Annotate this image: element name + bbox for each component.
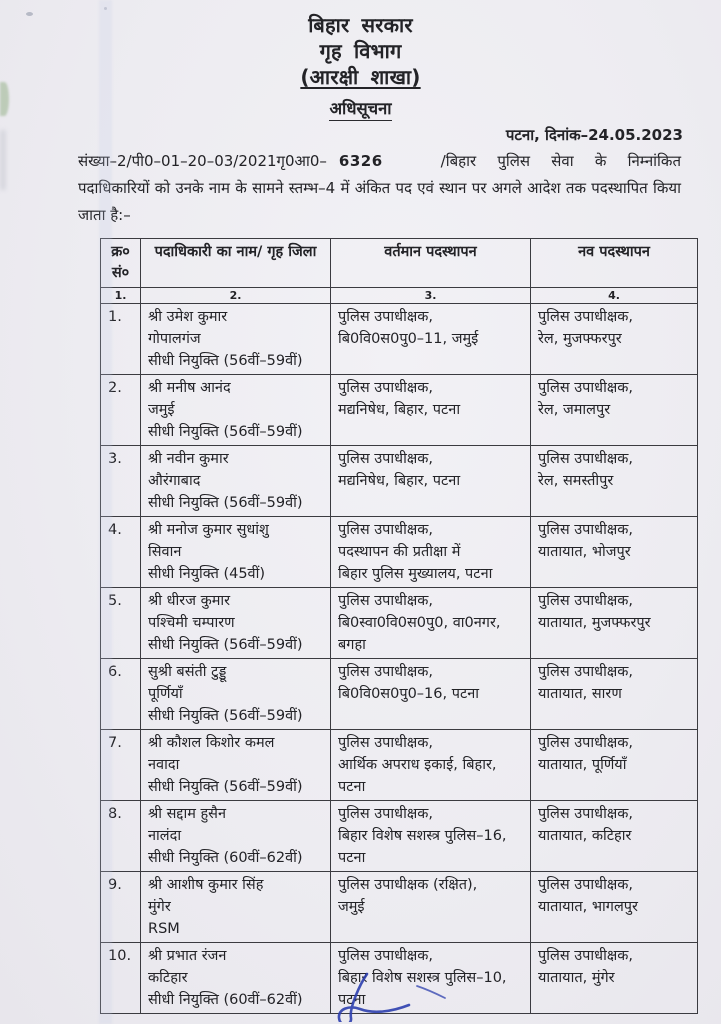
row-current-posting: पुलिस उपाधीक्षक, पदस्थापन की प्रतीक्षा में बिहार पुलिस मुख्यालय, पटना xyxy=(331,517,531,588)
column-number: 2. xyxy=(141,288,331,304)
table-header-row xyxy=(101,239,698,288)
row-new-posting: पुलिस उपाधीक्षक, यातायात, भागलपुर xyxy=(531,872,698,943)
column-number: 4. xyxy=(531,288,698,304)
row-officer-name: श्री सद्दाम हुसैन नालंदा सीधी नियुक्ति (60वीं–62वीं) xyxy=(141,801,331,872)
row-serial-number: 10. xyxy=(101,943,141,1014)
row-new-posting: पुलिस उपाधीक्षक, यातायात, सारण xyxy=(531,659,698,730)
row-new-posting: पुलिस उपाधीक्षक, रेल, समस्तीपुर xyxy=(531,446,698,517)
row-serial-number: 8. xyxy=(101,801,141,872)
row-officer-name: श्री प्रभात रंजन कटिहार सीधी नियुक्ति (60वीं–62वीं) xyxy=(141,943,331,1014)
row-new-posting: पुलिस उपाधीक्षक, रेल, जमालपुर xyxy=(531,375,698,446)
row-officer-name: श्री नवीन कुमार औरंगाबाद सीधी नियुक्ति (56वीं–59वीं) xyxy=(141,446,331,517)
table-row xyxy=(101,517,698,588)
table-row xyxy=(101,304,698,375)
row-new-posting: पुलिस उपाधीक्षक, यातायात, कटिहार xyxy=(531,801,698,872)
row-current-posting: पुलिस उपाधीक्षक, बिहार विशेष सशस्त्र पुलिस–10, पटना xyxy=(331,943,531,1014)
table-row xyxy=(101,801,698,872)
row-serial-number: 3. xyxy=(101,446,141,517)
row-serial-number: 2. xyxy=(101,375,141,446)
table-row xyxy=(101,872,698,943)
row-serial-number: 7. xyxy=(101,730,141,801)
row-officer-name: श्री धीरज कुमार पश्चिमी चम्पारण सीधी नियुक्ति (56वीं–59वीं) xyxy=(141,588,331,659)
document-header xyxy=(0,0,721,121)
row-new-posting: पुलिस उपाधीक्षक, यातायात, मुंगेर xyxy=(531,943,698,1014)
header-serial: क्र० सं० xyxy=(101,239,141,288)
row-officer-name: श्री मनीष आनंद जमुई सीधी नियुक्ति (56वीं–59वीं) xyxy=(141,375,331,446)
branch-title: (आरक्षी शाखा) xyxy=(300,65,421,89)
table-row xyxy=(101,659,698,730)
table-row xyxy=(101,730,698,801)
government-title: बिहार सरकार xyxy=(308,13,413,37)
row-serial-number: 1. xyxy=(101,304,141,375)
department-title: गृह विभाग xyxy=(319,39,402,63)
row-new-posting: पुलिस उपाधीक्षक, यातायात, भोजपुर xyxy=(531,517,698,588)
column-number-row xyxy=(101,288,698,304)
notification-heading: अधिसूचना xyxy=(329,96,391,121)
row-serial-number: 9. xyxy=(101,872,141,943)
table-row xyxy=(101,446,698,517)
row-current-posting: पुलिस उपाधीक्षक, मद्यनिषेध, बिहार, पटना xyxy=(331,375,531,446)
row-serial-number: 5. xyxy=(101,588,141,659)
column-number: 3. xyxy=(331,288,531,304)
header-new-posting: नव पदस्थापन xyxy=(531,239,698,288)
row-current-posting: पुलिस उपाधीक्षक, बि0वि0स0पु0–11, जमुई xyxy=(331,304,531,375)
row-current-posting: पुलिस उपाधीक्षक, मद्यनिषेध, बिहार, पटना xyxy=(331,446,531,517)
row-officer-name: श्री मनोज कुमार सुधांशु सिवान सीधी नियुक्ति (45वीं) xyxy=(141,517,331,588)
reference-number-prefix: संख्या–2/पी0–01–20–03/2021गृ0आ0– xyxy=(78,152,327,170)
posting-table-body xyxy=(101,304,698,1014)
row-officer-name: सुश्री बसंती टुड्डू पूर्णियाँ सीधी नियुक्ति (56वीं–59वीं) xyxy=(141,659,331,730)
row-new-posting: पुलिस उपाधीक्षक, यातायात, मुजफ्फरपुर xyxy=(531,588,698,659)
posting-table xyxy=(100,238,698,1014)
table-row xyxy=(101,375,698,446)
row-current-posting: पुलिस उपाधीक्षक, बि0स्वा0वि0स0पु0, वा0नगर, बगहा xyxy=(331,588,531,659)
row-serial-number: 4. xyxy=(101,517,141,588)
header-officer-name: पदाधिकारी का नाम/ गृह जिला xyxy=(141,239,331,288)
header-current-posting: वर्तमान पदस्थापन xyxy=(331,239,531,288)
intro-paragraph xyxy=(78,148,681,229)
row-officer-name: श्री आशीष कुमार सिंह मुंगेर RSM xyxy=(141,872,331,943)
row-current-posting: पुलिस उपाधीक्षक, बिहार विशेष सशस्त्र पुलिस–16, पटना xyxy=(331,801,531,872)
row-new-posting: पुलिस उपाधीक्षक, यातायात, पूर्णियाँ xyxy=(531,730,698,801)
table-row xyxy=(101,588,698,659)
row-officer-name: श्री कौशल किशोर कमल नवादा सीधी नियुक्ति (56वीं–59वीं) xyxy=(141,730,331,801)
letter-number: 6326 xyxy=(338,152,383,170)
signature-mark xyxy=(305,968,485,1022)
row-current-posting: पुलिस उपाधीक्षक, बि0वि0स0पु0–16, पटना xyxy=(331,659,531,730)
intro-body-text: /बिहार पुलिस सेवा के निम्नांकित पदाधिकारियों को उनके नाम के सामने स्तम्भ–4 में अंकित पद एवं स्थान पर अगले आदेश तक पदस्थापित किया जाता है:– xyxy=(78,152,681,224)
row-current-posting: पुलिस उपाधीक्षक (रक्षित), जमुई xyxy=(331,872,531,943)
row-serial-number: 6. xyxy=(101,659,141,730)
column-number: 1. xyxy=(101,288,141,304)
row-officer-name: श्री उमेश कुमार गोपालगंज सीधी नियुक्ति (56वीं–59वीं) xyxy=(141,304,331,375)
row-current-posting: पुलिस उपाधीक्षक, आर्थिक अपराध इकाई, बिहार, पटना xyxy=(331,730,531,801)
row-new-posting: पुलिस उपाधीक्षक, रेल, मुजफ्फरपुर xyxy=(531,304,698,375)
place-date: पटना, दिनांक–24.05.2023 xyxy=(505,126,683,144)
